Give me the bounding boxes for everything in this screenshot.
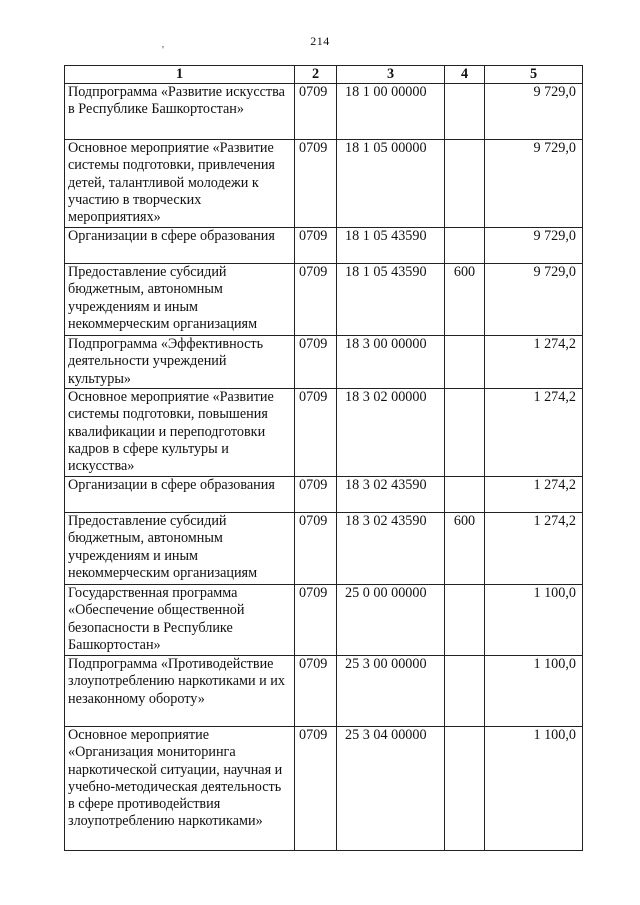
row-expense-type (445, 389, 485, 477)
row-section: 0709 (295, 264, 337, 336)
row-section: 0709 (295, 140, 337, 228)
row-amount: 9 729,0 (485, 84, 583, 140)
row-target-code: 18 1 05 43590 (337, 264, 445, 336)
stray-mark: ' (162, 44, 164, 56)
row-expense-type (445, 727, 485, 851)
row-name: Организации в сфере образования (65, 228, 295, 264)
budget-table (64, 65, 583, 851)
row-name: Организации в сфере образования (65, 477, 295, 513)
row-amount: 1 100,0 (485, 585, 583, 656)
row-expense-type: 600 (445, 264, 485, 336)
row-name: Основное мероприятие «Развитие системы подготовки, привлечения детей, талантливой молодежи к участию в творческих мероприятиях» (65, 140, 295, 228)
table-row (65, 727, 583, 851)
row-expense-type (445, 140, 485, 228)
row-expense-type (445, 228, 485, 264)
row-target-code: 18 1 05 00000 (337, 140, 445, 228)
header-row (65, 66, 583, 84)
row-target-code: 18 1 00 00000 (337, 84, 445, 140)
row-section: 0709 (295, 84, 337, 140)
table-row (65, 513, 583, 585)
row-section: 0709 (295, 389, 337, 477)
row-amount: 1 274,2 (485, 389, 583, 477)
row-amount: 1 274,2 (485, 477, 583, 513)
header-col-3: 3 (337, 66, 445, 84)
row-name: Подпрограмма «Эффективность деятельности учреждений культуры» (65, 336, 295, 389)
header-col-4: 4 (445, 66, 485, 84)
row-target-code: 25 0 00 00000 (337, 585, 445, 656)
table-row (65, 84, 583, 140)
header-col-5: 5 (485, 66, 583, 84)
row-target-code: 18 3 02 43590 (337, 477, 445, 513)
row-section: 0709 (295, 228, 337, 264)
row-target-code: 25 3 04 00000 (337, 727, 445, 851)
table-row (65, 585, 583, 656)
row-expense-type (445, 336, 485, 389)
page-number: 214 (310, 34, 330, 48)
row-expense-type (445, 656, 485, 727)
row-expense-type: 600 (445, 513, 485, 585)
row-name: Подпрограмма «Развитие искусства в Республике Башкортостан» (65, 84, 295, 140)
header-col-1: 1 (65, 66, 295, 84)
table-row (65, 264, 583, 336)
row-section: 0709 (295, 477, 337, 513)
row-name: Государственная программа «Обеспечение общественной безопасности в Республике Башкортостан» (65, 585, 295, 656)
row-expense-type (445, 477, 485, 513)
table-row (65, 336, 583, 389)
row-amount: 1 100,0 (485, 727, 583, 851)
row-name: Предоставление субсидий бюджетным, автономным учреждениям и иным некоммерческим организациям (65, 513, 295, 585)
row-target-code: 25 3 00 00000 (337, 656, 445, 727)
row-amount: 9 729,0 (485, 264, 583, 336)
row-target-code: 18 3 02 00000 (337, 389, 445, 477)
table-row (65, 140, 583, 228)
row-expense-type (445, 84, 485, 140)
header-col-2: 2 (295, 66, 337, 84)
row-section: 0709 (295, 656, 337, 727)
row-amount: 9 729,0 (485, 140, 583, 228)
table-row (65, 228, 583, 264)
table-row (65, 389, 583, 477)
row-name: Основное мероприятие «Организация мониторинга наркотической ситуации, научная и учебно-методическая деятельность в сфере противодействия злоупотреблению наркотиками» (65, 727, 295, 851)
row-name: Предоставление субсидий бюджетным, автономным учреждениям и иным некоммерческим организациям (65, 264, 295, 336)
row-name: Подпрограмма «Противодействие злоупотреблению наркотиками и их незаконному обороту» (65, 656, 295, 727)
row-target-code: 18 3 00 00000 (337, 336, 445, 389)
row-amount: 1 100,0 (485, 656, 583, 727)
row-section: 0709 (295, 513, 337, 585)
table-row (65, 477, 583, 513)
table-row (65, 656, 583, 727)
row-amount: 1 274,2 (485, 336, 583, 389)
row-expense-type (445, 585, 485, 656)
row-amount: 9 729,0 (485, 228, 583, 264)
row-section: 0709 (295, 585, 337, 656)
row-target-code: 18 1 05 43590 (337, 228, 445, 264)
row-target-code: 18 3 02 43590 (337, 513, 445, 585)
row-section: 0709 (295, 336, 337, 389)
row-section: 0709 (295, 727, 337, 851)
row-amount: 1 274,2 (485, 513, 583, 585)
row-name: Основное мероприятие «Развитие системы подготовки, повышения квалификации и переподготовки кадров в сфере культуры и искусства» (65, 389, 295, 477)
